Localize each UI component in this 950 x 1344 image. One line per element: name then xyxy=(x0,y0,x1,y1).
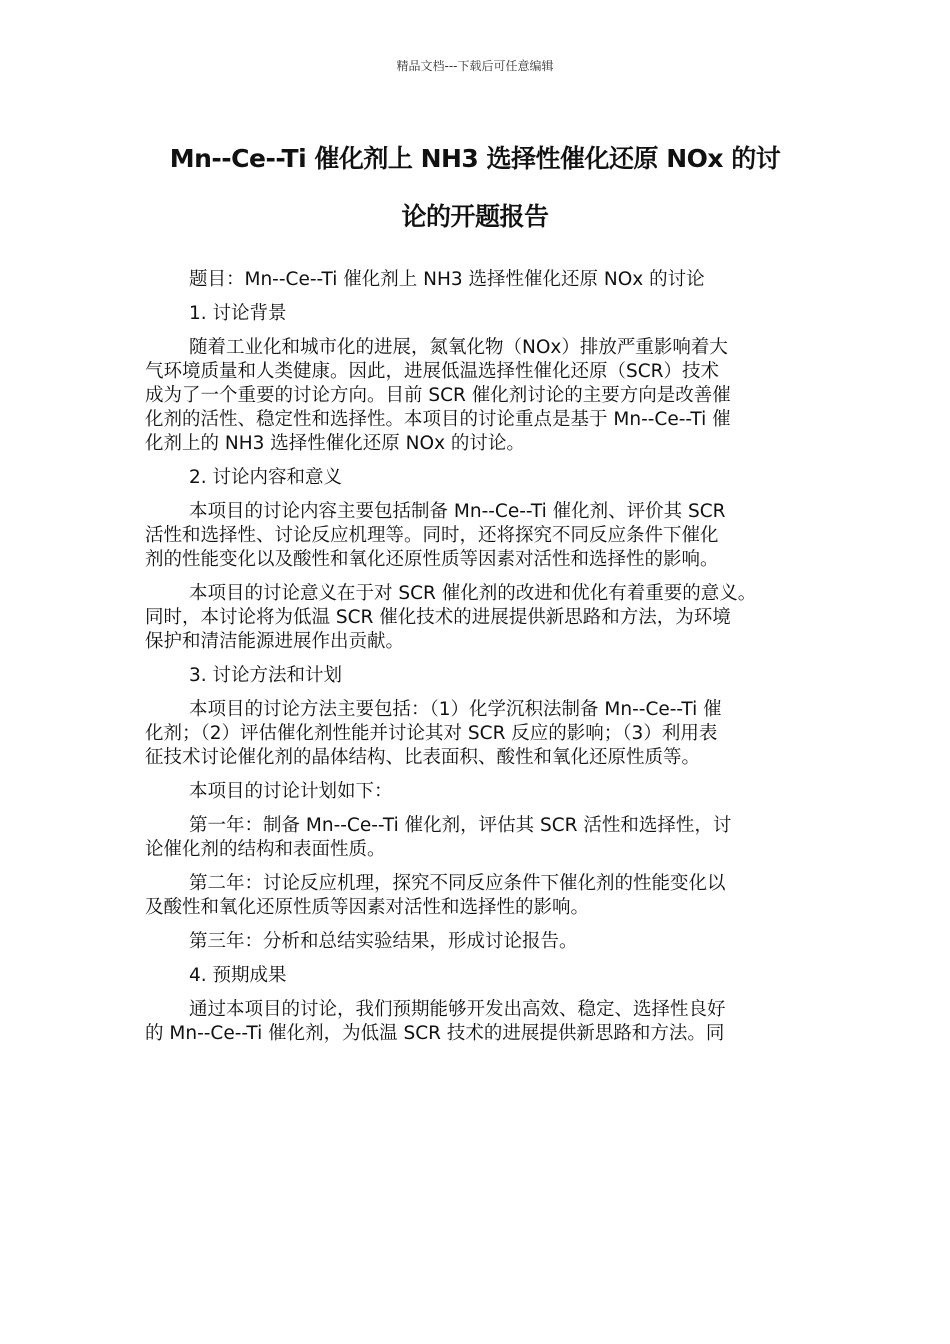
paragraph-line: 通过本项目的讨论，我们预期能够开发出高效、稳定、选择性良好 xyxy=(189,999,726,1020)
paragraph xyxy=(145,582,810,654)
document-body xyxy=(145,268,810,1056)
paragraph-line: 征技术讨论催化剂的晶体结构、比表面积、酸性和氧化还原性质等。 xyxy=(145,747,701,768)
paragraph xyxy=(145,500,810,572)
paragraph-line: 及酸性和氧化还原性质等因素对活性和选择性的影响。 xyxy=(145,897,590,918)
paragraph xyxy=(145,336,810,456)
section-heading: 2. 讨论内容和意义 xyxy=(189,467,343,488)
paragraph-line: 本项目的讨论意义在于对 SCR 催化剂的改进和优化有着重要的意义。 xyxy=(189,583,757,604)
paragraph-line: 第一年：制备 Mn--Ce--Ti 催化剂，评估其 SCR 活性和选择性，讨 xyxy=(189,815,732,836)
page-header: 精品文档---下载后可任意编辑 xyxy=(396,59,554,73)
paragraph-line: 化剂；（2）评估催化剂性能并讨论其对 SCR 反应的影响；（3）利用表 xyxy=(145,723,718,744)
paragraph-line: 保护和清洁能源进展作出贡献。 xyxy=(145,631,405,652)
section-heading: 3. 讨论方法和计划 xyxy=(189,665,343,686)
paragraph-line: 化剂上的 NH3 选择性催化还原 NOx 的讨论。 xyxy=(145,433,525,454)
paragraph-line: 剂的性能变化以及酸性和氧化还原性质等因素对活性和选择性的影响。 xyxy=(145,549,719,570)
paragraph-line: 本项目的讨论内容主要包括制备 Mn--Ce--Ti 催化剂、评价其 SCR xyxy=(189,501,726,522)
paragraph-line: 同时，本讨论将为低温 SCR 催化技术的进展提供新思路和方法，为环境 xyxy=(145,607,731,628)
paragraph-line: 本项目的讨论方法主要包括：（1）化学沉积法制备 Mn--Ce--Ti 催 xyxy=(189,699,722,720)
paragraph-line: 题目：Mn--Ce--Ti 催化剂上 NH3 选择性催化还原 NOx 的讨论 xyxy=(189,269,705,290)
paragraph xyxy=(145,814,810,862)
paragraph-line: 第三年：分析和总结实验结果，形成讨论报告。 xyxy=(189,931,578,952)
paragraph-line: 的 Mn--Ce--Ti 催化剂，为低温 SCR 技术的进展提供新思路和方法。同 xyxy=(145,1023,725,1044)
paragraph-line: 随着工业化和城市化的进展，氮氧化物（NOx）排放严重影响着大 xyxy=(189,337,728,358)
paragraph xyxy=(145,698,810,770)
paragraph-line: 第二年：讨论反应机理，探究不同反应条件下催化剂的性能变化以 xyxy=(189,873,726,894)
document-title xyxy=(140,130,810,246)
paragraph-line: 成为了一个重要的讨论方向。目前 SCR 催化剂讨论的主要方向是改善催 xyxy=(145,385,731,406)
title-line: Mn--Ce--Ti 催化剂上 NH3 选择性催化还原 NOx 的讨 xyxy=(169,144,781,173)
section-heading: 4. 预期成果 xyxy=(189,965,287,986)
section-heading: 1. 讨论背景 xyxy=(189,303,287,324)
paragraph-line: 气环境质量和人类健康。因此，进展低温选择性催化还原（SCR）技术 xyxy=(145,361,720,382)
title-line: 论的开题报告 xyxy=(401,202,549,231)
paragraph-line: 活性和选择性、讨论反应机理等。同时，还将探究不同反应条件下催化 xyxy=(145,525,719,546)
paragraph-line: 论催化剂的结构和表面性质。 xyxy=(145,839,386,860)
paragraph-line: 化剂的活性、稳定性和选择性。本项目的讨论重点是基于 Mn--Ce--Ti 催 xyxy=(145,409,731,430)
paragraph xyxy=(145,872,810,920)
paragraph-line: 本项目的讨论计划如下： xyxy=(189,781,393,802)
paragraph xyxy=(145,998,810,1046)
